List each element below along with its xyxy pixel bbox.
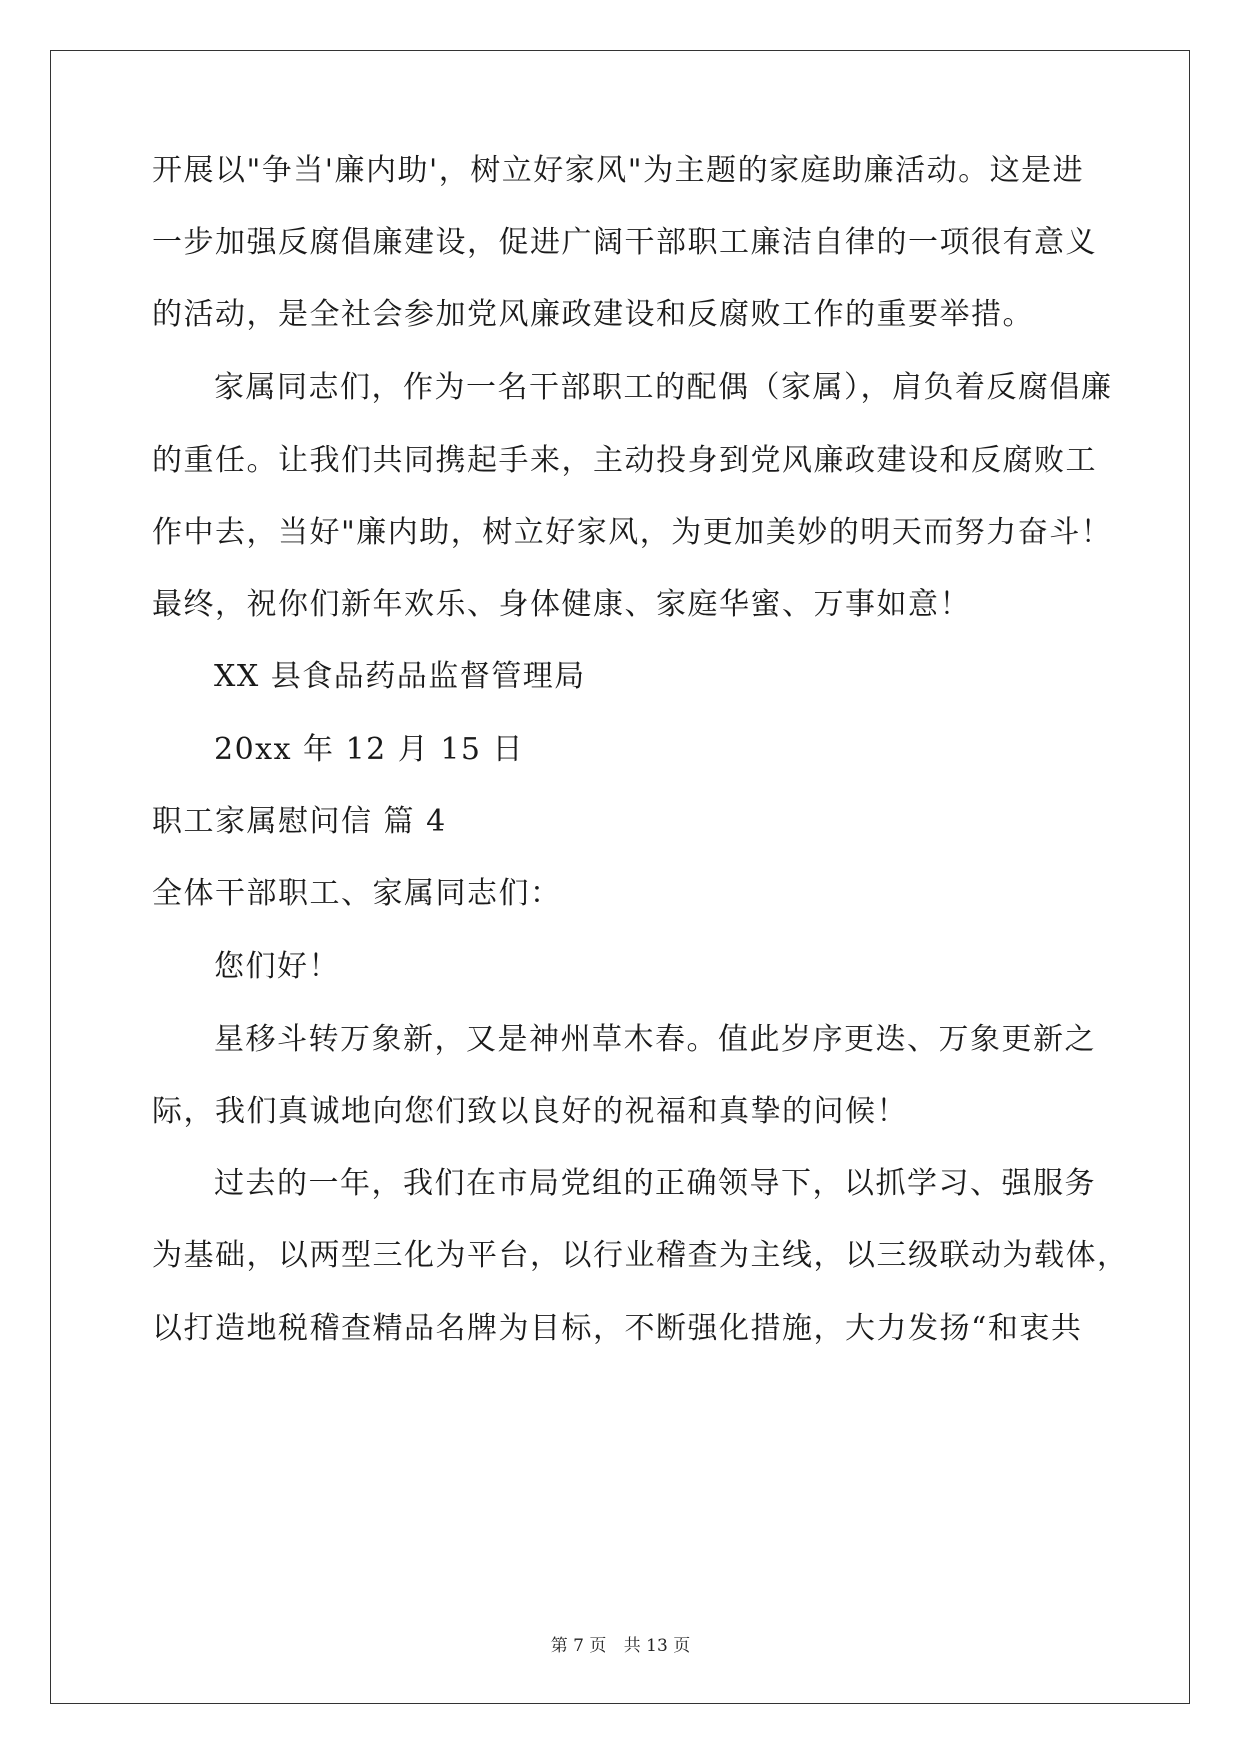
paragraph-line: 以打造地税稽查精品名牌为目标，不断强化措施，大力发扬“和衷共 (152, 1311, 1083, 1346)
page-footer (0, 1634, 1241, 1658)
page-total: 共 13 页 (623, 1636, 691, 1656)
paragraph-line: 际，我们真诚地向您们致以良好的祝福和真挚的问候！ (152, 1094, 908, 1129)
page-number: 第 7 页 (550, 1636, 607, 1656)
section-title: 职工家属慰问信 篇 4 (152, 804, 447, 839)
signature-organization: XX 县食品药品监督管理局 (214, 659, 586, 694)
paragraph-line: 开展以"争当'廉内助'，树立好家风"为主题的家庭助廉活动。这是进 (152, 153, 1085, 188)
paragraph-line: 的活动，是全社会参加党风廉政建设和反腐败工作的重要举措。 (152, 297, 1034, 332)
paragraph-line: 为基础，以两型三化为平台，以行业稽查为主线，以三级联动为载体， (152, 1238, 1129, 1273)
paragraph-line: 家属同志们，作为一名干部职工的配偶（家属），肩负着反腐倡廉 (214, 370, 1113, 405)
paragraph-line: 作中去，当好"廉内助，树立好家风，为更加美妙的明天而努力奋斗！ (152, 515, 1113, 550)
paragraph-line: 过去的一年，我们在市局党组的正确领导下，以抓学习、强服务 (214, 1166, 1096, 1201)
paragraph-line: 一步加强反腐倡廉建设，促进广阔干部职工廉洁自律的一项很有意义 (152, 225, 1097, 260)
paragraph-line: 星移斗转万象新，又是神州草木春。值此岁序更迭、万象更新之 (214, 1022, 1096, 1057)
paragraph-line: 的重任。让我们共同携起手来，主动投身到党风廉政建设和反腐败工 (152, 443, 1097, 478)
greeting: 您们好！ (214, 949, 340, 984)
signature-date: 20xx 年 12 月 15 日 (214, 732, 525, 767)
salutation: 全体干部职工、家属同志们： (152, 876, 562, 911)
paragraph-line: 最终，祝你们新年欢乐、身体健康、家庭华蜜、万事如意！ (152, 587, 971, 622)
